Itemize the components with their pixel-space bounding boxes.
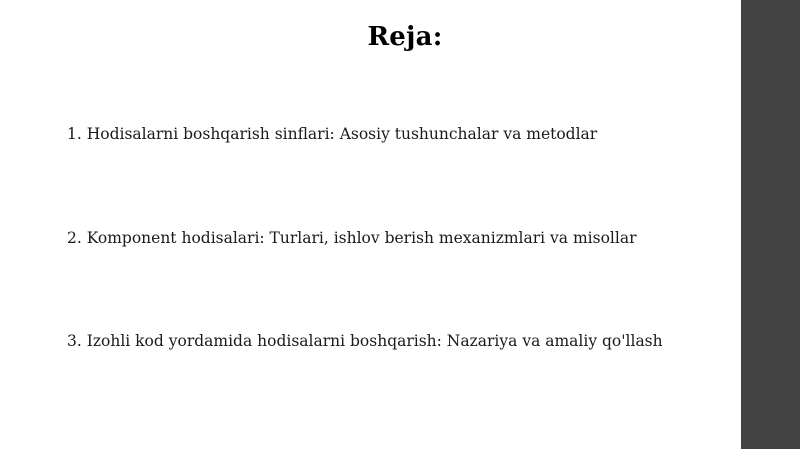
side-panel xyxy=(741,0,800,449)
slide-title: Reja: xyxy=(367,22,443,52)
plan-item-1: 1. Hodisalarni boshqarish sinflari: Asosiy tushunchalar va metodlar xyxy=(67,125,598,143)
plan-item-2: 2. Komponent hodisalari: Turlari, ishlov berish mexanizmlari va misollar xyxy=(67,229,637,247)
plan-item-3: 3. Izohli kod yordamida hodisalarni boshqarish: Nazariya va amaliy qo'llash xyxy=(67,332,663,350)
